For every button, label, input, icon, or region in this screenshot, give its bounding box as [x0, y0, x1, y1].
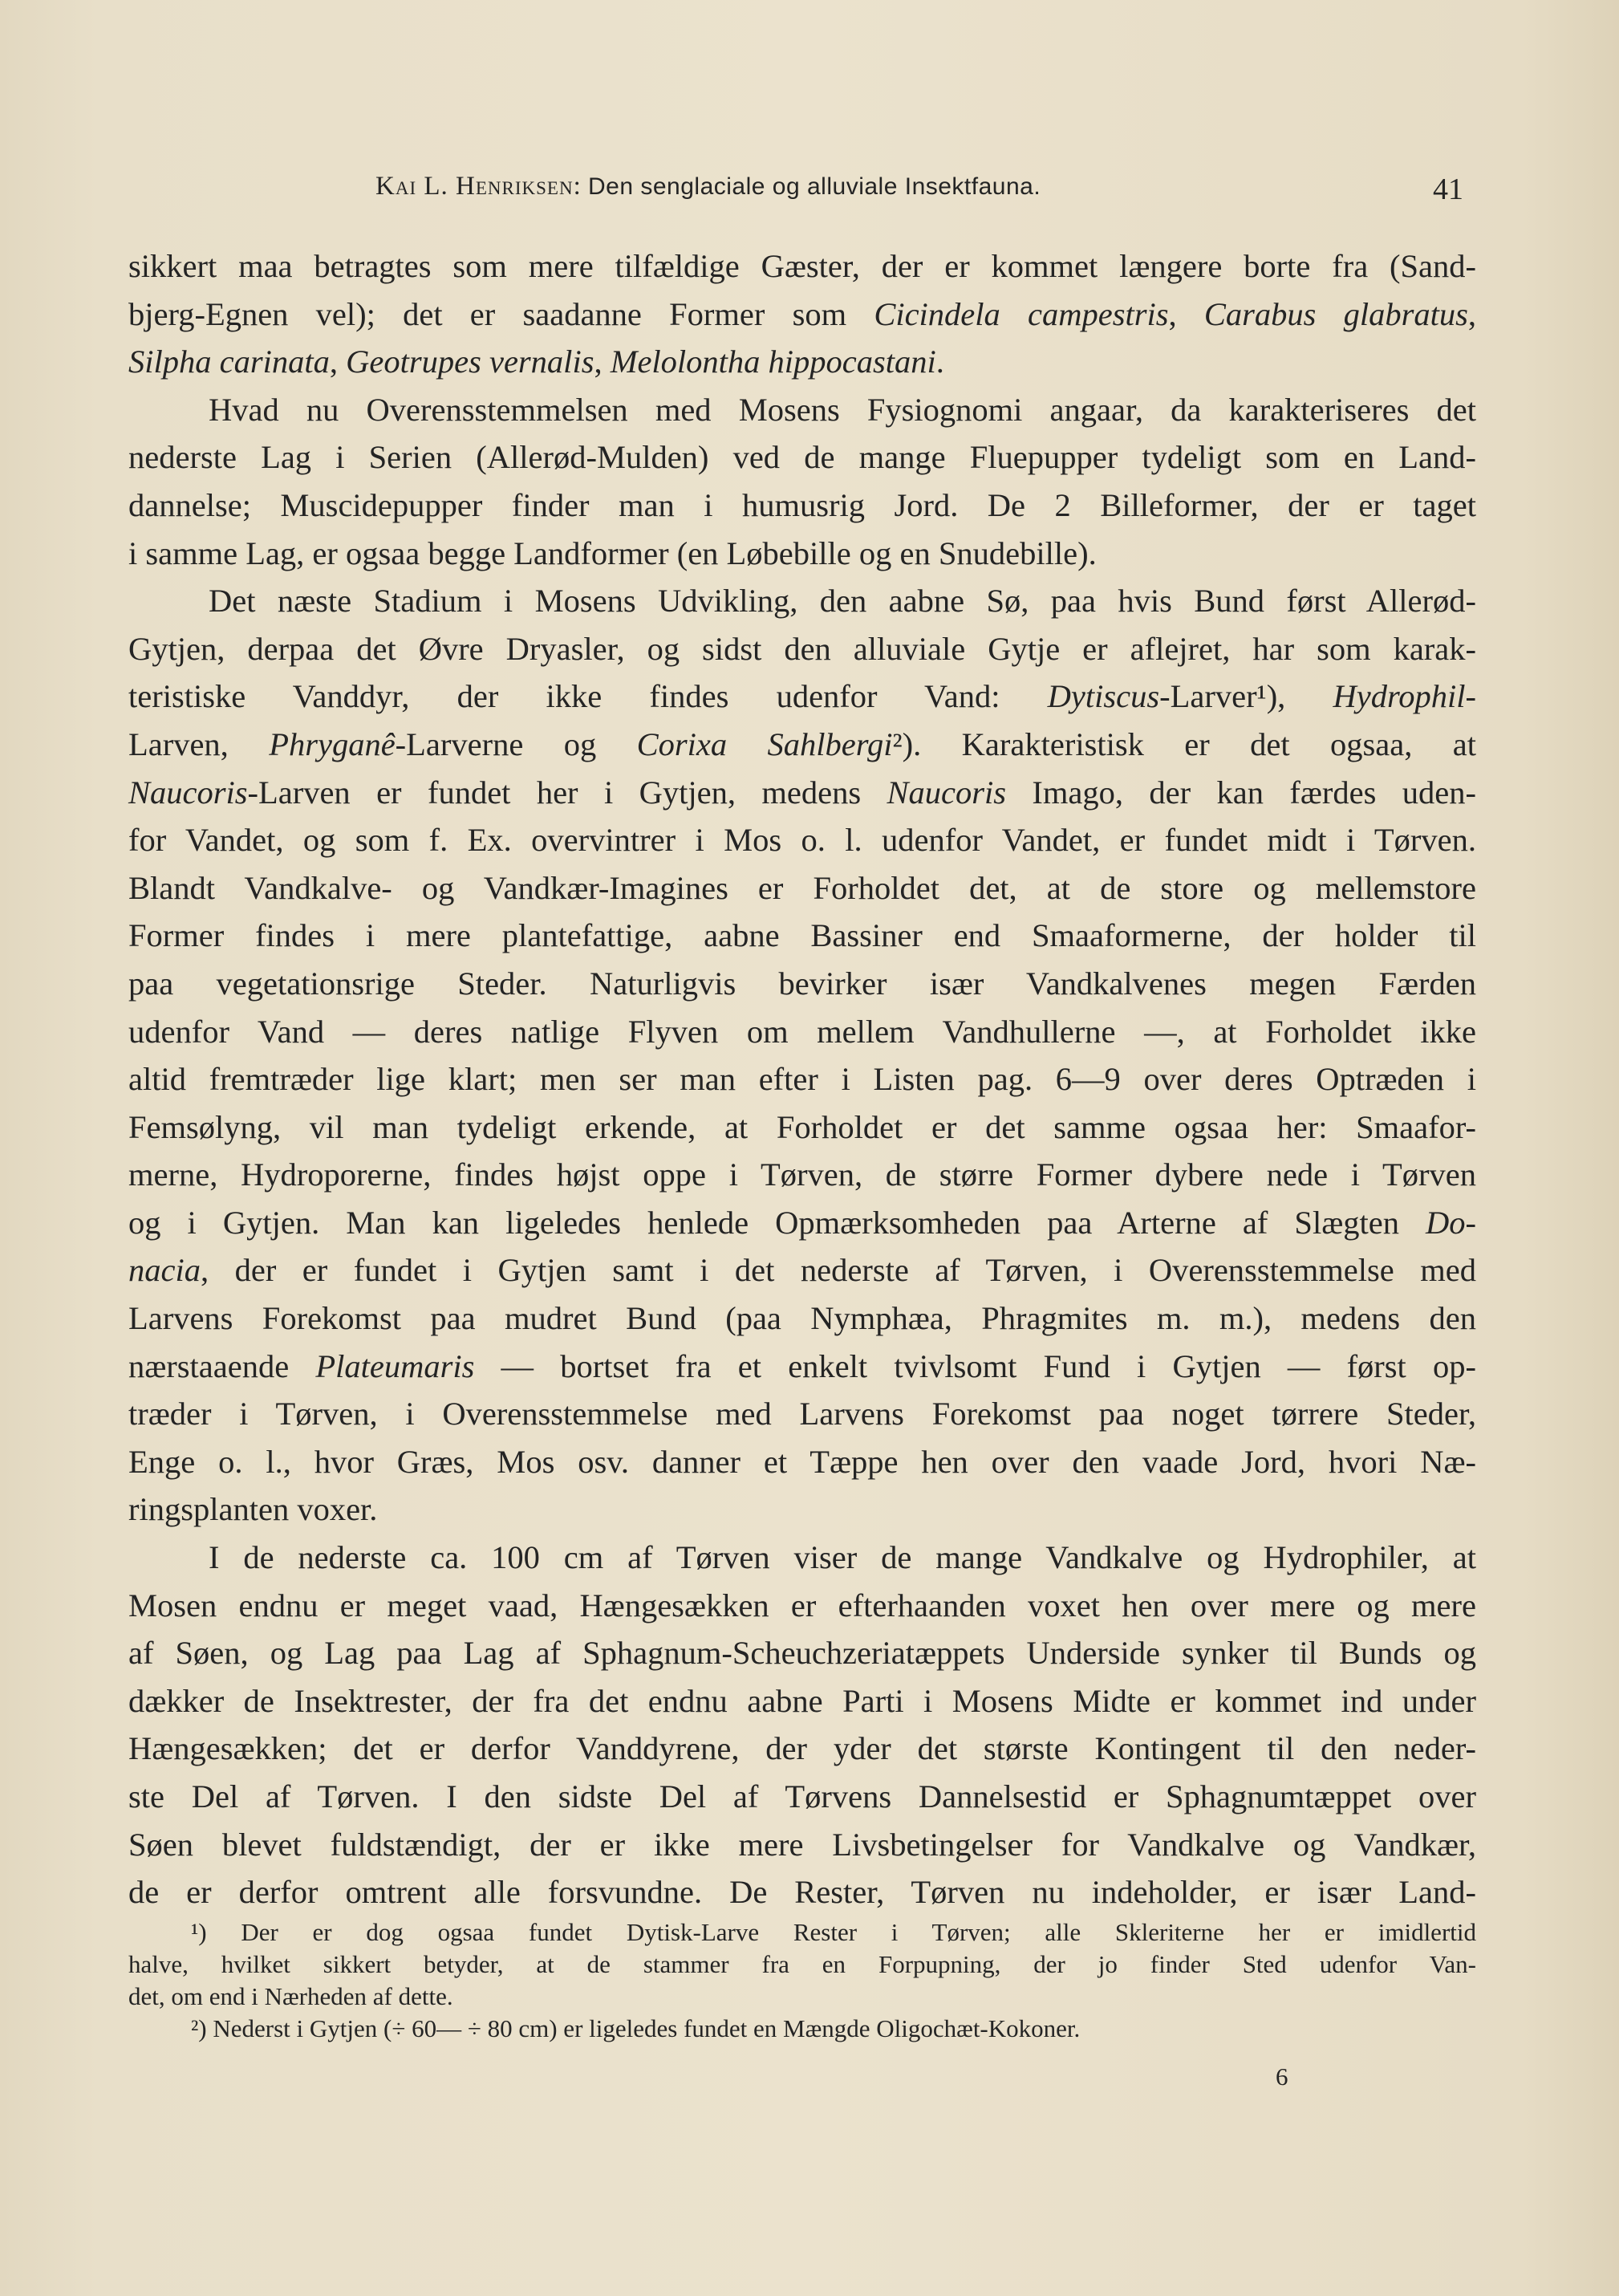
text-line	[128, 1294, 1476, 1343]
text-line	[128, 386, 1476, 434]
text-run: udenfor Vand — deres natlige Flyven om mellem Vandhullerne —, at Forholdet ikke	[128, 1013, 1476, 1050]
text-run: træder i Tørven, i Overensstemmelse med Larvens Forekomst paa noget tørrere Steder,	[128, 1396, 1476, 1432]
text-run: dannelse; Muscidepupper finder man i humusrig Jord. De 2 Billeformer, der er taget	[128, 486, 1476, 523]
text-run: Hængesækken; det er derfor Vanddyrene, der yder det største Kontingent til den neder-	[128, 1730, 1476, 1767]
text-run: ste Del af Tørven. I den sidste Del af Tørvens Dannelsestid er Sphagnumtæppet over	[128, 1778, 1476, 1814]
text-run: merne, Hydroporerne, findes højst oppe i Tørven, de større Former dybere nede i Tørven	[128, 1156, 1476, 1193]
text-line	[128, 1055, 1476, 1103]
text-run: ,	[1168, 295, 1204, 332]
text-line	[128, 1485, 1476, 1534]
text-run: ²). Karakteristisk er det ogsaa, at	[892, 725, 1476, 762]
text-line	[128, 721, 1476, 769]
text-line	[128, 1821, 1476, 1869]
text-run: ,	[1467, 295, 1477, 332]
text-line	[128, 1677, 1476, 1725]
footnote-line: halve, hvilket sikkert betyder, at de stammer fra en Forpupning, der jo finder Sted udenfor Van-	[128, 1950, 1476, 1978]
text-run: -Larven er fundet her i Gytjen, medens	[247, 774, 887, 811]
footnote-line: ²) Nederst i Gytjen (÷ 60— ÷ 80 cm) er ligeledes fundet en Mængde Oligochæt-Kokoner.	[191, 2014, 1081, 2042]
text-line	[128, 1534, 1476, 1582]
text-run: sikkert maa betragtes som mere tilfældige Gæster, der er kommet længere borte fra (Sand-	[128, 248, 1476, 284]
text-line	[128, 960, 1476, 1008]
text-line	[128, 912, 1476, 960]
text-line	[128, 1390, 1476, 1438]
text-run: de er derfor omtrent alle forsvundne. De Rester, Tørven nu indeholder, er især Land-	[128, 1874, 1476, 1911]
text-run: Former findes i mere plantefattige, aabne Bassiner end Smaaformerne, der holder til	[128, 917, 1476, 954]
text-line	[128, 816, 1476, 864]
text-run: i samme Lag, er ogsaa begge Landformer (en Løbebille og en Snudebille).	[128, 534, 1097, 571]
text-run: -Larver¹),	[1159, 678, 1333, 715]
italic-term: Geotrupes vernalis	[346, 343, 594, 380]
footnotes	[128, 1916, 1476, 2045]
text-run: Femsølyng, vil man tydeligt erkende, at Forholdet er det samme ogsaa her: Smaafor-	[128, 1108, 1476, 1145]
text-line	[128, 530, 1476, 578]
header-author: Kai L. Henriksen	[375, 172, 574, 201]
signature-mark: 6	[1276, 2062, 1288, 2091]
italic-term: Phryganê	[269, 725, 396, 762]
footnote-line: det, om end i Nærheden af dette.	[128, 1982, 453, 2010]
text-run: nærstaaende	[128, 1347, 316, 1384]
text-line	[128, 1199, 1476, 1247]
text-run: for Vandet, og som f. Ex. overvintrer i Mos o. l. udenfor Vandet, er fundet midt i Tørven.	[128, 822, 1476, 859]
footnote-line: ¹) Der er dog ogsaa fundet Dytisk-Larve Rester i Tørven; alle Skleriterne her er imidlertid	[191, 1918, 1476, 1946]
text-run: , der er fundet i Gytjen samt i det nederste af Tørven, i Overensstemmelse med	[200, 1252, 1476, 1289]
text-run: ,	[329, 343, 347, 380]
text-line	[128, 1868, 1476, 1916]
text-run: Blandt Vandkalve- og Vandkær-Imagines er Forholdet det, at de store og mellemstore	[128, 869, 1476, 906]
text-line	[128, 577, 1476, 625]
text-run: ringsplanten voxer.	[128, 1491, 378, 1528]
italic-term: Do-	[1426, 1204, 1476, 1241]
italic-term: Corixa Sahlbergi	[636, 725, 893, 762]
text-line	[128, 769, 1476, 817]
italic-term: Silpha carinata	[128, 343, 330, 380]
text-run: — bortset fra et enkelt tvivlsomt Fund i Gytjen — først op-	[474, 1347, 1476, 1384]
text-run: og i Gytjen. Man kan ligeledes henlede Opmærksomheden paa Arterne af Slægten	[128, 1204, 1426, 1241]
text-run: af Søen, og Lag paa Lag af Sphagnum-Scheuchzeriatæppets Underside synker til Bunds og	[128, 1635, 1476, 1672]
text-line	[128, 1582, 1476, 1630]
text-run: Imago, der kan færdes uden-	[1006, 774, 1476, 811]
italic-term: nacia	[128, 1252, 201, 1289]
text-run: .	[935, 343, 944, 380]
text-run: altid fremtræder lige klart; men ser man efter i Listen pag. 6—9 over deres Optræden i	[128, 1061, 1476, 1098]
text-line	[128, 1773, 1476, 1821]
text-run: Det næste Stadium i Mosens Udvikling, den aabne Sø, paa hvis Bund først Allerød-	[209, 583, 1476, 620]
italic-term: Naucoris	[128, 774, 248, 811]
text-line	[128, 338, 1476, 386]
text-run: -Larverne og	[395, 725, 637, 762]
text-run: -	[1465, 678, 1477, 715]
text-run: I de nederste ca. 100 cm af Tørven viser de mange Vandkalve og Hydrophiler, at	[209, 1539, 1476, 1576]
running-header	[375, 167, 1476, 205]
text-line	[128, 625, 1476, 673]
text-run: Gytjen, derpaa det Øvre Dryasler, og sidst den alluviale Gytje er aflejret, har som karak-	[128, 630, 1476, 667]
text-run: Enge o. l., hvor Græs, Mos osv. danner et Tæppe hen over den vaade Jord, hvori Næ-	[128, 1443, 1476, 1480]
text-run: Hvad nu Overensstemmelsen med Mosens Fysiognomi angaar, da karakteriseres det	[209, 391, 1476, 428]
italic-term: Hydrophil	[1333, 678, 1466, 715]
text-line	[128, 1008, 1476, 1056]
text-line	[128, 1151, 1476, 1199]
text-run: teristiske Vanddyr, der ikke findes udenfor Vand:	[128, 678, 1048, 715]
italic-term: Cicindela campestris	[874, 295, 1169, 332]
header-title: Den senglaciale og alluviale Insektfauna.	[587, 173, 1041, 200]
text-run: dækker de Insektrester, der fra det endnu aabne Parti i Mosens Midte er kommet ind under	[128, 1682, 1476, 1719]
text-line	[128, 433, 1476, 482]
text-line	[128, 673, 1476, 721]
text-run: ,	[594, 343, 611, 380]
text-line	[128, 1246, 1476, 1294]
text-run: nederste Lag i Serien (Allerød-Mulden) ved de mange Fluepupper tydeligt som en Land-	[128, 439, 1476, 476]
text-line	[128, 291, 1476, 339]
text-line	[128, 482, 1476, 530]
text-line	[128, 1438, 1476, 1486]
italic-term: Naucoris	[887, 774, 1006, 811]
body-text	[128, 242, 1476, 1916]
text-run: Mosen endnu er meget vaad, Hængesækken er efterhaanden voxet hen over mere og mere	[128, 1587, 1476, 1623]
text-line	[128, 1725, 1476, 1773]
text-run: Søen blevet fuldstændigt, der er ikke mere Livsbetingelser for Vandkalve og Vandkær,	[128, 1826, 1476, 1863]
italic-term: Carabus glabratus	[1203, 295, 1468, 332]
text-line	[128, 864, 1476, 912]
page-number: 41	[1433, 173, 1463, 206]
italic-term: Melolontha hippocastani	[610, 343, 936, 380]
italic-term: Plateumaris	[315, 1347, 475, 1384]
text-run: Larvens Forekomst paa mudret Bund (paa Nymphæa, Phragmites m. m.), medens den	[128, 1300, 1476, 1337]
text-run: bjerg-Egnen vel); det er saadanne Former som	[128, 295, 874, 332]
text-run: paa vegetationsrige Steder. Naturligvis bevirker især Vandkalvenes megen Færden	[128, 965, 1476, 1002]
text-run: Larven,	[128, 725, 270, 762]
header-separator: :	[573, 172, 582, 201]
italic-term: Dytiscus	[1047, 678, 1160, 715]
text-line	[128, 1343, 1476, 1391]
text-line	[128, 1629, 1476, 1677]
text-line	[128, 242, 1476, 291]
text-line	[128, 1103, 1476, 1152]
